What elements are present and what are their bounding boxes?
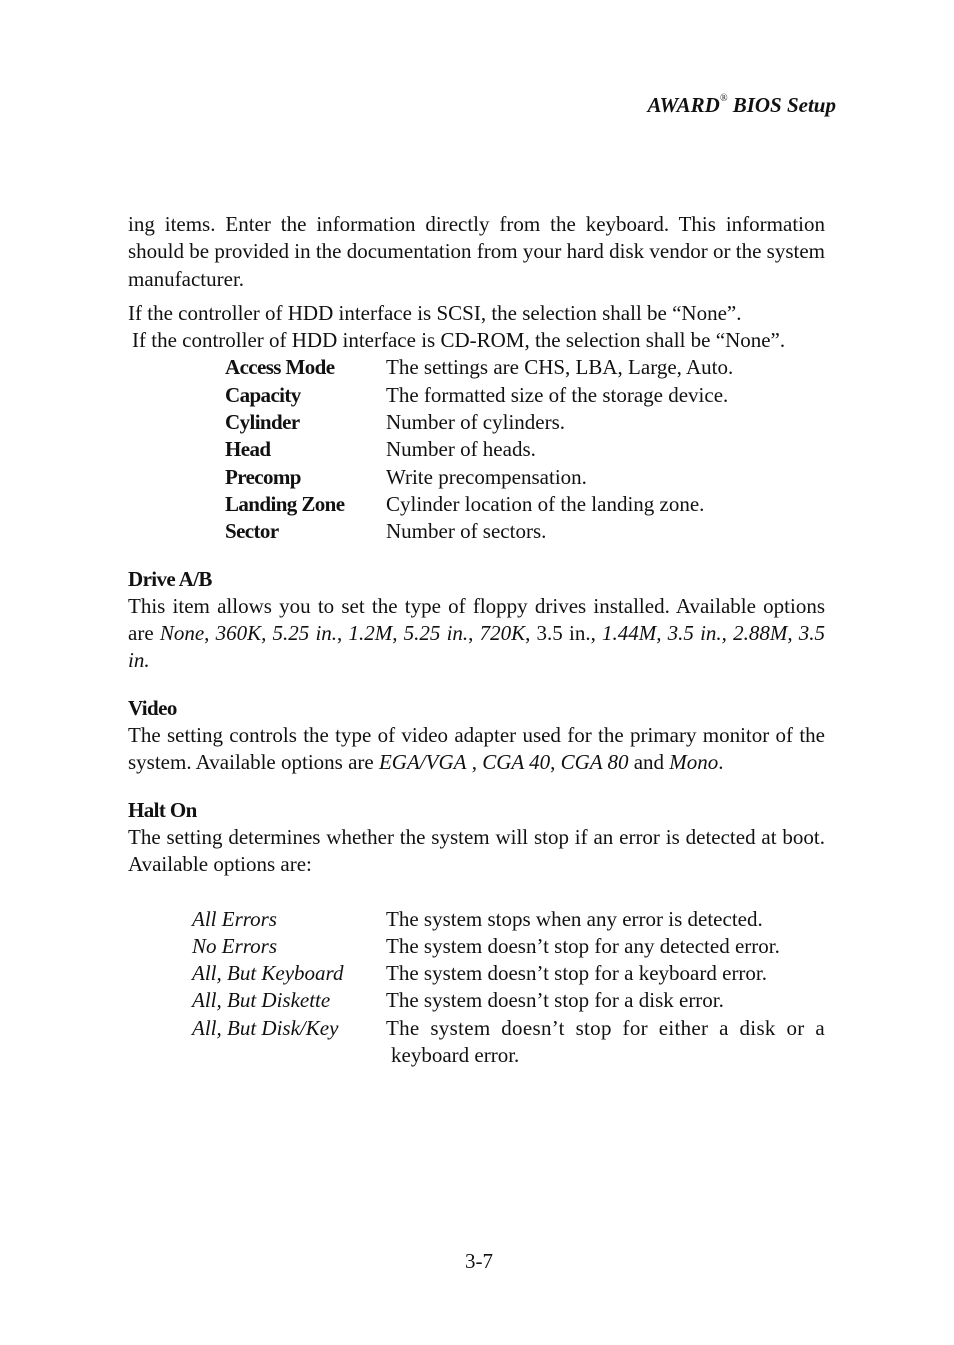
intro-cdrom-line: If the controller of HDD interface is CD-ROM, the selection shall be “None”. (132, 328, 786, 353)
video-separator: , (550, 750, 561, 775)
param-row (225, 382, 733, 409)
drive-option-360k: 360K, 5.25 in. (215, 621, 338, 646)
halt-option-desc-continuation: keyboard error. (391, 1043, 520, 1068)
intro-scsi-line: If the controller of HDD interface is SCSI, the selection shall be “None”. (128, 300, 742, 325)
video-option-ega-vga: EGA/VGA (378, 750, 467, 775)
halt-option-desc: The system doesn’t stop for any detected error. (386, 933, 780, 958)
video-option-cga80: CGA 80 (560, 750, 629, 775)
param-term: Precomp (225, 464, 301, 489)
halt-options-table (192, 906, 825, 1070)
halt-option-name: All, But Disk/Key (192, 1015, 339, 1040)
param-desc: The settings are CHS, LBA, Large, Auto. (386, 355, 734, 380)
drive-separator: , 3.5 in., (525, 621, 602, 646)
param-row (225, 491, 733, 518)
video-option-mono: Mono (669, 750, 719, 775)
drive-separator: , (337, 621, 349, 646)
halt-option-row (192, 987, 825, 1014)
drive-option-720k: 720K (479, 621, 526, 646)
page-content (128, 211, 825, 1069)
video-separator: , (466, 750, 483, 775)
drive-separator: , (204, 621, 216, 646)
video-option-cga40: CGA 40 (482, 750, 551, 775)
halt-option-desc: The system doesn’t stop for a disk error. (386, 988, 724, 1013)
hdd-parameter-table (225, 354, 733, 545)
registered-mark: ® (719, 93, 728, 104)
video-text: The setting controls the type of video adapter used for the primary monitor of the system. Available options are (128, 723, 825, 775)
drive-text: This item allows you to set the type of floppy drives installed. Available options are (128, 593, 825, 646)
drive-separator: , (468, 621, 480, 646)
intro-paragraph: ing items. Enter the information directly from the keyboard. This information should be provided in the documentation from your hard disk vendor or the system manufacturer. (128, 212, 825, 291)
video-separator: and (628, 750, 670, 775)
page-number: 3-7 (465, 1249, 493, 1273)
drive-option-none: None (159, 621, 205, 646)
halt-option-name: All, But Diskette (192, 988, 331, 1013)
halt-section-title: Halt On (128, 797, 197, 822)
halt-option-desc-cell (386, 1015, 825, 1070)
param-desc: Number of cylinders. (386, 410, 566, 435)
halt-option-row (192, 933, 825, 960)
param-term: Sector (225, 519, 279, 544)
halt-option-desc: The system stops when any error is detected. (386, 906, 763, 931)
param-desc: Cylinder location of the landing zone. (386, 491, 705, 516)
param-term: Access Mode (225, 355, 335, 380)
halt-option-row (192, 1015, 825, 1070)
param-term: Landing Zone (225, 491, 345, 516)
header-brand: AWARD (647, 93, 720, 117)
halt-option-row (192, 906, 825, 933)
param-term: Cylinder (225, 410, 300, 435)
halt-description: The setting determines whether the system will stop if an error is detected at boot. Available options are: (128, 824, 825, 877)
video-description (128, 722, 825, 777)
video-section-title: Video (128, 695, 177, 720)
param-desc: Number of heads. (386, 437, 536, 462)
halt-option-name: All, But Keyboard (192, 961, 344, 986)
param-term: Capacity (225, 382, 301, 407)
param-desc: The formatted size of the storage device. (386, 382, 729, 407)
header-title: BIOS Setup (732, 93, 836, 117)
halt-option-desc: The system doesn’t stop for either a disk or a (386, 1015, 825, 1040)
param-row (225, 518, 733, 545)
param-row (225, 464, 733, 491)
param-row (225, 354, 733, 381)
drive-option-1-44m-2-88m: 1.44M, 3.5 in., 2.88M, 3.5 in. (128, 621, 826, 673)
halt-option-row (192, 960, 825, 987)
drive-section-title: Drive A/B (128, 566, 212, 591)
param-row (225, 436, 733, 463)
running-header (647, 93, 836, 118)
halt-option-name: All Errors (192, 906, 277, 931)
video-end: . (718, 750, 724, 775)
drive-option-1-2m: 1.2M, 5.25 in. (348, 621, 469, 646)
param-desc: Write precompensation. (386, 464, 587, 489)
spacer (128, 879, 825, 906)
param-term: Head (225, 437, 271, 462)
param-row (225, 409, 733, 436)
drive-description (128, 593, 825, 675)
halt-option-desc: The system doesn’t stop for a keyboard error. (386, 961, 768, 986)
halt-option-name: No Errors (192, 933, 277, 958)
param-desc: Number of sectors. (386, 519, 547, 544)
